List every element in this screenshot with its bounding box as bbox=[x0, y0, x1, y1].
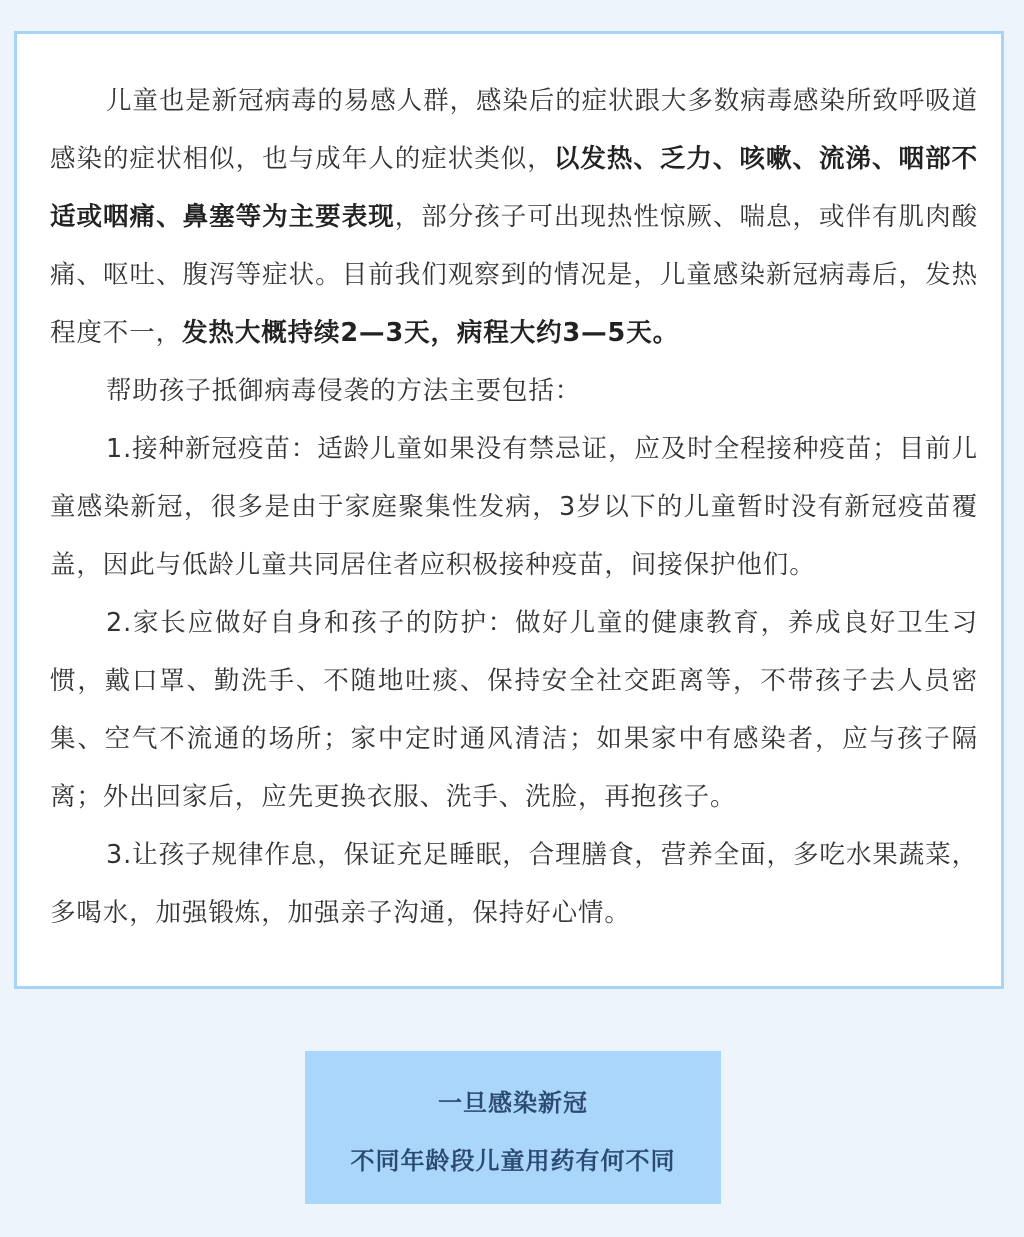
paragraph-text: ，部分孩子可出现热性惊厥、喘息，或伴有肌肉酸痛、呕吐、腹泻等症状。目前我们观察到的情况是，儿童感染新冠病毒后，发热程度不一， bbox=[50, 202, 978, 348]
paragraph-protection: 2.家长应做好自身和孩子的防护：做好儿童的健康教育，养成良好卫生习惯，戴口罩、勤洗手、不随地吐痰、保持安全社交距离等，不带孩子去人员密集、空气不流通的场所；家中定时通风清洁；如果家中有感染者，应与孩子隔离；外出回家后，应先更换衣服、洗手、洗脸，再抱孩子。 bbox=[50, 608, 978, 812]
paragraph-text: 儿童也是新冠病毒的易感人群，感染后的症状跟大多数病毒感染所致呼吸道感染的症状相似，也与成年人的症状类似， bbox=[50, 86, 978, 174]
paragraph-vaccine: 1.接种新冠疫苗：适龄儿童如果没有禁忌证，应及时全程接种疫苗；目前儿童感染新冠，很多是由于家庭聚集性发病，3岁以下的儿童暂时没有新冠疫苗覆盖，因此与低龄儿童共同居住者应积极接种疫苗，间接保护他们。 bbox=[50, 434, 978, 580]
banner-title-line2: 不同年龄段儿童用药有何不同 bbox=[350, 1147, 676, 1175]
paragraph-routine: 3.让孩子规律作息，保证充足睡眠，合理膳食，营养全面，多吃水果蔬菜，多喝水，加强锻炼，加强亲子沟通，保持好心情。 bbox=[50, 840, 978, 928]
paragraph-symptoms bbox=[50, 72, 978, 362]
banner-title-line1: 一旦感染新冠 bbox=[438, 1089, 588, 1117]
article-card bbox=[14, 31, 1004, 989]
bold-duration: 发热大概持续2—3天，病程大约3—5天。 bbox=[182, 318, 679, 348]
article-body bbox=[50, 72, 978, 942]
section-banner bbox=[305, 1051, 721, 1204]
paragraph-intro: 帮助孩子抵御病毒侵袭的方法主要包括： bbox=[106, 376, 582, 406]
bold-symptoms: 以发热、乏力、咳嗽、流涕、咽部不适或咽痛、鼻塞等为主要表现 bbox=[50, 144, 978, 232]
